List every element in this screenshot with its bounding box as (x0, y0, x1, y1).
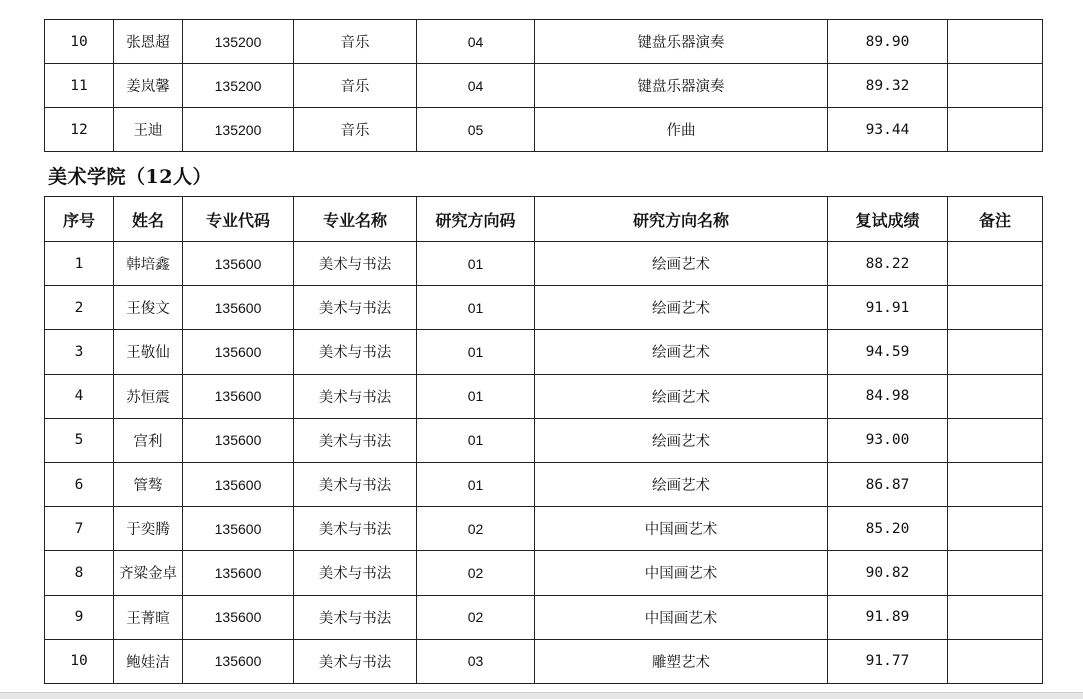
cell-name: 苏恒震 (114, 374, 183, 418)
cell-note (948, 507, 1043, 551)
cell-score: 89.90 (828, 20, 948, 64)
cell-no: 11 (45, 64, 114, 108)
cell-no: 7 (45, 507, 114, 551)
header-score: 复试成绩 (828, 197, 948, 242)
cell-major-name: 美术与书法 (294, 551, 417, 595)
cell-major-code: 135600 (183, 418, 294, 462)
cell-no: 10 (45, 20, 114, 64)
table-header-row (45, 197, 1043, 242)
cell-direction-code: 02 (417, 595, 535, 639)
cell-no: 2 (45, 286, 114, 330)
music-table-body (45, 20, 1043, 152)
cell-direction-code: 01 (417, 462, 535, 506)
header-name: 姓名 (114, 197, 183, 242)
cell-name: 鲍娃洁 (114, 639, 183, 683)
table-row (45, 108, 1043, 152)
cell-score: 86.87 (828, 462, 948, 506)
cell-score: 91.89 (828, 595, 948, 639)
table-row (45, 330, 1043, 374)
header-note: 备注 (948, 197, 1043, 242)
table-row (45, 639, 1043, 683)
header-direction-code: 研究方向码 (417, 197, 535, 242)
cell-major-code: 135600 (183, 286, 294, 330)
cell-note (948, 64, 1043, 108)
cell-score: 84.98 (828, 374, 948, 418)
cell-name: 张恩超 (114, 20, 183, 64)
cell-name: 王俊文 (114, 286, 183, 330)
cell-major-code: 135600 (183, 242, 294, 286)
cell-direction-code: 04 (417, 64, 535, 108)
cell-name: 管骜 (114, 462, 183, 506)
cell-major-name: 美术与书法 (294, 639, 417, 683)
cell-no: 4 (45, 374, 114, 418)
cell-major-name: 美术与书法 (294, 374, 417, 418)
cell-major-code: 135200 (183, 108, 294, 152)
table-row (45, 462, 1043, 506)
cell-direction-name: 绘画艺术 (535, 286, 828, 330)
table-row (45, 374, 1043, 418)
cell-direction-code: 01 (417, 418, 535, 462)
cell-score: 88.22 (828, 242, 948, 286)
cell-major-name: 美术与书法 (294, 462, 417, 506)
header-major-name: 专业名称 (294, 197, 417, 242)
header-major-code: 专业代码 (183, 197, 294, 242)
cell-direction-name: 绘画艺术 (535, 330, 828, 374)
cell-score: 90.82 (828, 551, 948, 595)
cell-no: 9 (45, 595, 114, 639)
cell-direction-code: 01 (417, 374, 535, 418)
cell-score: 85.20 (828, 507, 948, 551)
cell-note (948, 108, 1043, 152)
cell-major-code: 135600 (183, 595, 294, 639)
cell-name: 王迪 (114, 108, 183, 152)
cell-direction-code: 03 (417, 639, 535, 683)
music-table-continued (44, 19, 1043, 152)
cell-direction-name: 绘画艺术 (535, 374, 828, 418)
cell-direction-name: 中国画艺术 (535, 595, 828, 639)
cell-no: 12 (45, 108, 114, 152)
art-table-body (45, 242, 1043, 684)
cell-major-name: 音乐 (294, 108, 417, 152)
cell-note (948, 20, 1043, 64)
cell-name: 王敬仙 (114, 330, 183, 374)
cell-major-name: 美术与书法 (294, 595, 417, 639)
cell-major-name: 美术与书法 (294, 330, 417, 374)
cell-major-code: 135600 (183, 507, 294, 551)
cell-direction-code: 02 (417, 507, 535, 551)
cell-major-code: 135200 (183, 20, 294, 64)
cell-direction-code: 01 (417, 242, 535, 286)
cell-note (948, 595, 1043, 639)
cell-direction-code: 01 (417, 286, 535, 330)
cell-no: 3 (45, 330, 114, 374)
cell-note (948, 418, 1043, 462)
table-row (45, 64, 1043, 108)
section-title: 美术学院（12人） (48, 166, 212, 188)
cell-major-code: 135600 (183, 462, 294, 506)
cell-direction-name: 中国画艺术 (535, 507, 828, 551)
cell-note (948, 639, 1043, 683)
table-row (45, 418, 1043, 462)
cell-name: 韩培鑫 (114, 242, 183, 286)
cell-major-name: 美术与书法 (294, 242, 417, 286)
cell-direction-code: 01 (417, 330, 535, 374)
cell-name: 姜岚馨 (114, 64, 183, 108)
cell-score: 94.59 (828, 330, 948, 374)
cell-note (948, 551, 1043, 595)
cell-direction-code: 04 (417, 20, 535, 64)
cell-no: 5 (45, 418, 114, 462)
table-row (45, 20, 1043, 64)
table-row (45, 242, 1043, 286)
cell-major-name: 音乐 (294, 64, 417, 108)
cell-name: 齐粱金卓 (114, 551, 183, 595)
cell-major-code: 135600 (183, 551, 294, 595)
cell-major-name: 美术与书法 (294, 286, 417, 330)
cell-note (948, 242, 1043, 286)
cell-major-name: 美术与书法 (294, 507, 417, 551)
cell-score: 91.91 (828, 286, 948, 330)
cell-direction-code: 05 (417, 108, 535, 152)
cell-score: 93.00 (828, 418, 948, 462)
cell-note (948, 286, 1043, 330)
table-row (45, 595, 1043, 639)
cell-direction-name: 中国画艺术 (535, 551, 828, 595)
cell-major-name: 音乐 (294, 20, 417, 64)
cell-note (948, 374, 1043, 418)
cell-direction-name: 绘画艺术 (535, 462, 828, 506)
cell-no: 8 (45, 551, 114, 595)
cell-name: 于奕腾 (114, 507, 183, 551)
cell-major-code: 135600 (183, 639, 294, 683)
cell-name: 王菁暄 (114, 595, 183, 639)
cell-score: 89.32 (828, 64, 948, 108)
cell-no: 1 (45, 242, 114, 286)
table-row (45, 507, 1043, 551)
cell-direction-name: 雕塑艺术 (535, 639, 828, 683)
cell-major-code: 135600 (183, 330, 294, 374)
cell-direction-name: 键盘乐器演奏 (535, 20, 828, 64)
header-direction-name: 研究方向名称 (535, 197, 828, 242)
cell-name: 宫利 (114, 418, 183, 462)
cell-direction-name: 键盘乐器演奏 (535, 64, 828, 108)
cell-no: 6 (45, 462, 114, 506)
cell-major-name: 美术与书法 (294, 418, 417, 462)
cell-no: 10 (45, 639, 114, 683)
cell-major-code: 135600 (183, 374, 294, 418)
header-no: 序号 (45, 197, 114, 242)
table-row (45, 551, 1043, 595)
cell-score: 93.44 (828, 108, 948, 152)
cell-major-code: 135200 (183, 64, 294, 108)
art-college-table (44, 196, 1043, 684)
table-row (45, 286, 1043, 330)
cell-note (948, 462, 1043, 506)
cell-direction-name: 绘画艺术 (535, 242, 828, 286)
cell-direction-code: 02 (417, 551, 535, 595)
cell-direction-name: 作曲 (535, 108, 828, 152)
cell-score: 91.77 (828, 639, 948, 683)
cell-note (948, 330, 1043, 374)
cell-direction-name: 绘画艺术 (535, 418, 828, 462)
